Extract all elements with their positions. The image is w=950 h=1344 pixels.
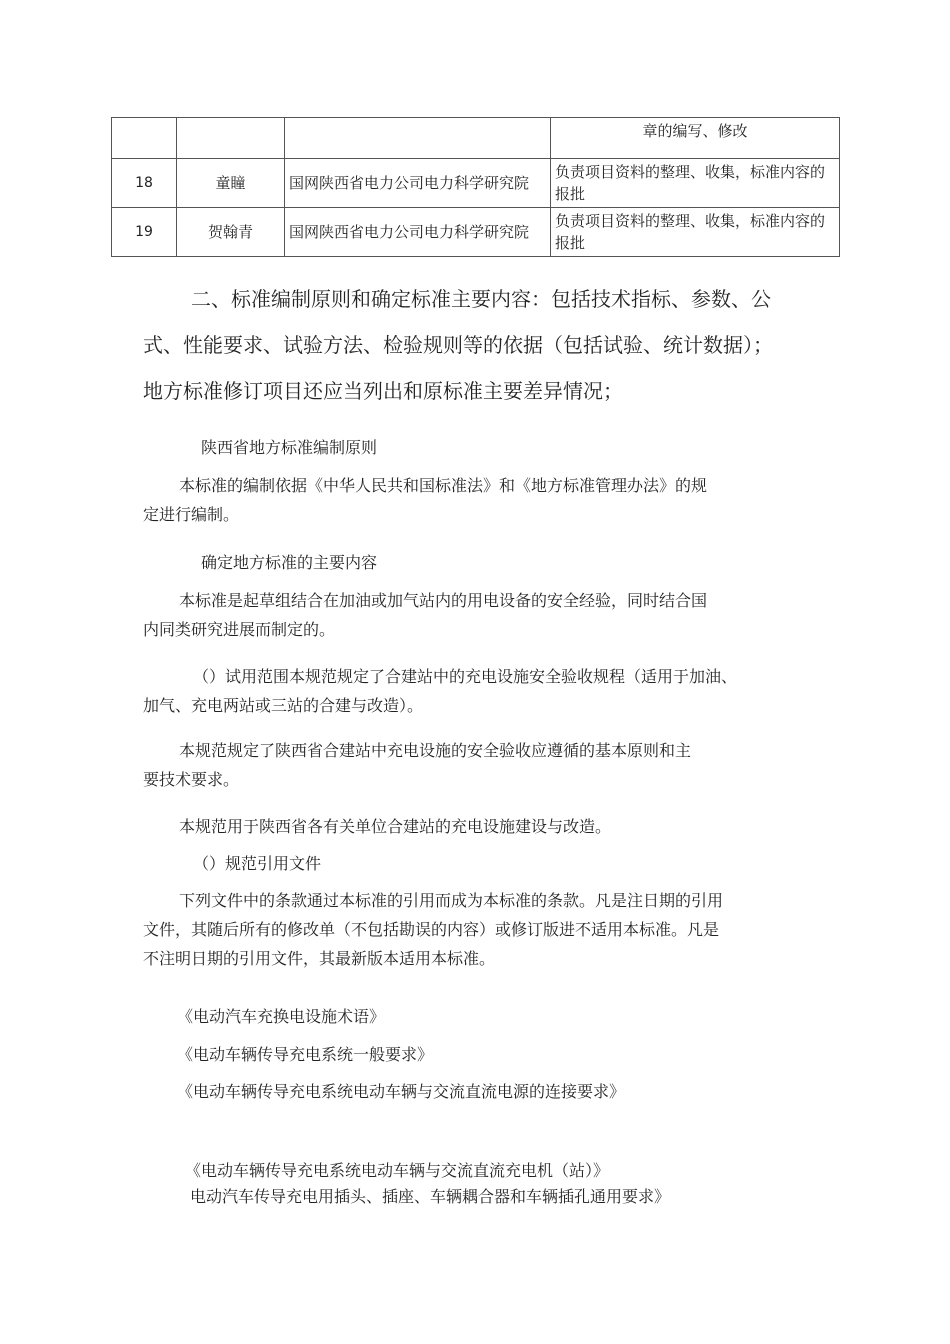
- paragraph-line: 文件，其随后所有的修改单（不包括勘误的内容）或修订版进不适用本标准。凡是: [143, 920, 720, 939]
- organization-cell: 国网陕西省电力公司电力科学研究院: [285, 208, 551, 257]
- responsibility-cell: 章的编写、修改: [551, 118, 840, 159]
- paragraph-line: 定进行编制。: [143, 505, 240, 524]
- paragraph-line: 下列文件中的条款通过本标准的引用而成为本标准的条款。凡是注日期的引用: [179, 891, 724, 910]
- subheading-principles: 陕西省地方标准编制原则: [201, 438, 378, 457]
- paragraph-line: 不注明日期的引用文件，其最新版本适用本标准。: [143, 949, 496, 968]
- paragraph: [143, 736, 843, 794]
- row-number-cell: 19: [112, 208, 177, 257]
- paragraph: [143, 471, 843, 529]
- subheading-references: （）规范引用文件: [193, 854, 322, 873]
- paragraph: [143, 886, 843, 973]
- paragraph-line: 本标准是起草组结合在加油或加气站内的用电设备的安全经验，同时结合国: [179, 591, 708, 610]
- paragraph: [143, 586, 843, 644]
- paragraph-line: （）试用范围本规范规定了合建站中的充电设施安全验收规程（适用于加油、: [193, 667, 738, 686]
- section-heading: [143, 276, 843, 414]
- paragraph-line: 加气、充电两站或三站的合建与改造）。: [143, 696, 424, 715]
- reference-item: 《电动车辆传导充电系统一般要求》: [177, 1045, 434, 1064]
- row-number-cell: 18: [112, 159, 177, 208]
- responsibility-cell: 负责项目资料的整理、收集，标准内容的报批: [551, 208, 840, 257]
- paragraph-line: 内同类研究进展而制定的。: [143, 620, 336, 639]
- name-cell: 贺翰青: [177, 208, 285, 257]
- name-cell: [177, 118, 285, 159]
- paragraph-line: 本标准的编制依据《中华人民共和国标准法》和《地方标准管理办法》的规: [179, 476, 708, 495]
- personnel-table: [111, 117, 840, 257]
- responsibility-cell: 负责项目资料的整理、收集，标准内容的报批: [551, 159, 840, 208]
- paragraph: 本规范用于陕西省各有关单位合建站的充电设施建设与改造。: [179, 817, 612, 836]
- reference-item: 《电动汽车充换电设施术语》: [177, 1007, 386, 1026]
- heading-line: 二、标准编制原则和确定标准主要内容：包括技术指标、参数、公: [191, 287, 771, 311]
- row-number-cell: [112, 118, 177, 159]
- table-row: [112, 118, 840, 159]
- reference-item: 《电动车辆传导充电系统电动车辆与交流直流电源的连接要求》: [177, 1082, 626, 1101]
- reference-item: 《电动车辆传导充电系统电动车辆与交流直流充电机（站）》: [185, 1161, 610, 1180]
- organization-cell: [285, 118, 551, 159]
- reference-item: 电动汽车传导充电用插头、插座、车辆耦合器和车辆插孔通用要求》: [190, 1187, 671, 1206]
- table-row: [112, 159, 840, 208]
- organization-cell: 国网陕西省电力公司电力科学研究院: [285, 159, 551, 208]
- subheading-main-content: 确定地方标准的主要内容: [201, 553, 378, 572]
- paragraph: [143, 662, 843, 720]
- paragraph-line: 要技术要求。: [143, 770, 240, 789]
- name-cell: 童瞳: [177, 159, 285, 208]
- paragraph-line: 本规范规定了陕西省合建站中充电设施的安全验收应遵循的基本原则和主: [179, 741, 692, 760]
- heading-line: 地方标准修订项目还应当列出和原标准主要差异情况；: [143, 379, 623, 403]
- table-row: [112, 208, 840, 257]
- heading-line: 式、性能要求、试验方法、检验规则等的依据（包括试验、统计数据）；: [143, 333, 773, 357]
